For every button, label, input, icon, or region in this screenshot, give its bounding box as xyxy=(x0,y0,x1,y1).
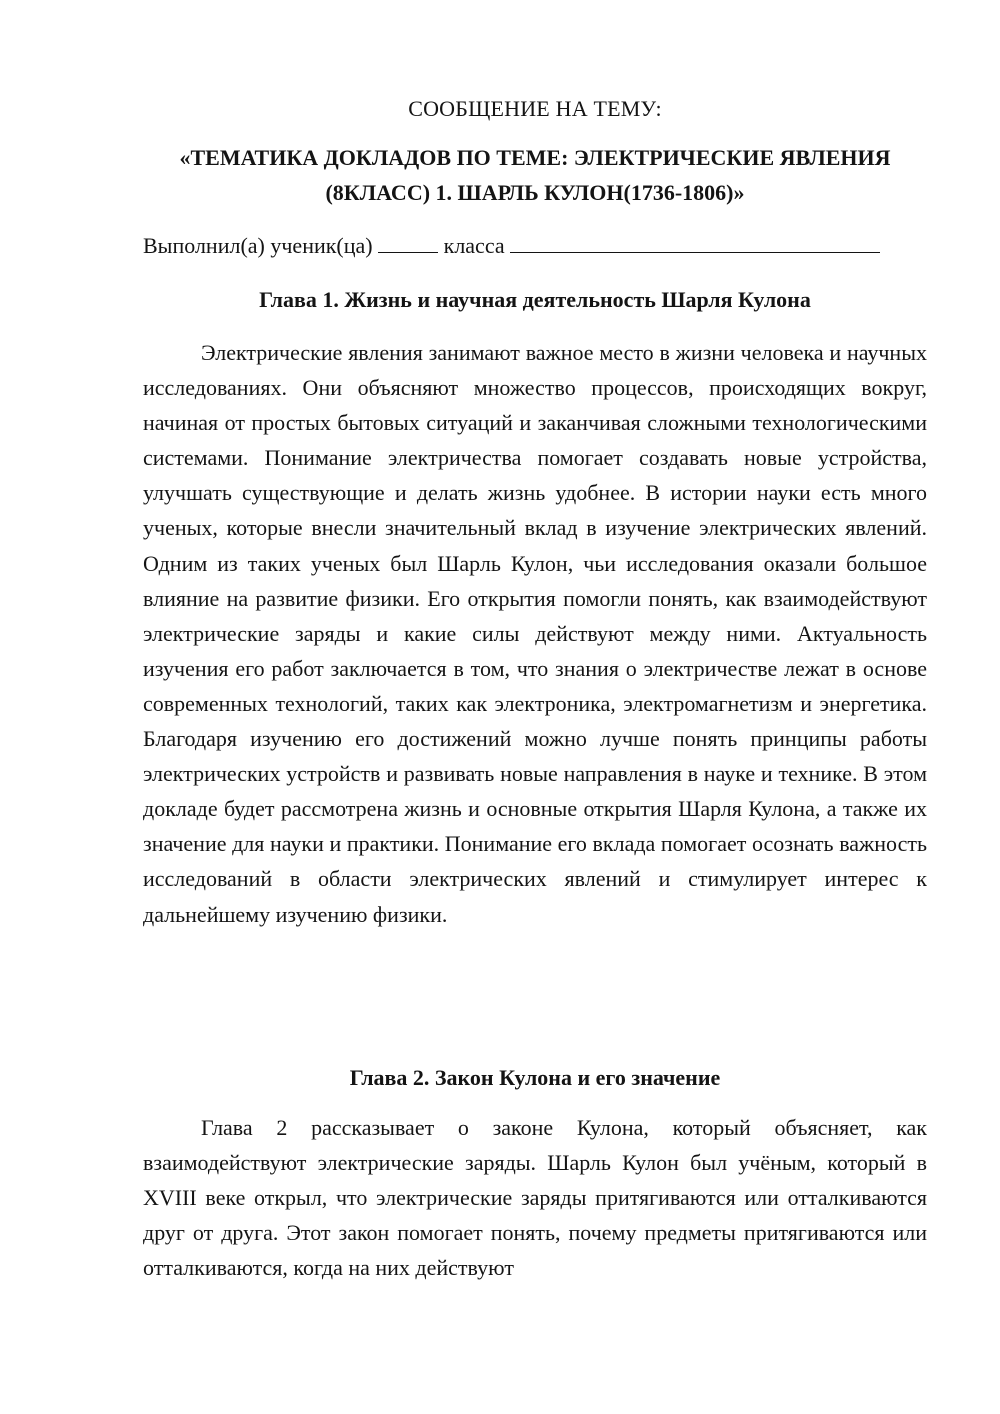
document-label: СООБЩЕНИЕ НА ТЕМУ: xyxy=(408,96,662,121)
grade-blank xyxy=(378,232,438,253)
chapter-1-heading: Глава 1. Жизнь и научная деятельность Шарля Кулона xyxy=(259,287,811,312)
document-title: «ТЕМАТИКА ДОКЛАДОВ ПО ТЕМЕ: ЭЛЕКТРИЧЕСКИЕ ЯВЛЕНИЯ (8КЛАСС) 1. ШАРЛЬ КУЛОН(1736-1806)» xyxy=(179,145,891,205)
author-prefix: Выполнил(а) ученик(ца) xyxy=(143,233,373,258)
chapter-2-paragraph: Глава 2 рассказывает о законе Кулона, который объясняет, как взаимодействуют электрические заряды. Шарль Кулон был учёным, который в XVIII веке открыл, что электрические заряды притягиваются или отталкиваются друг от друга. Этот закон помогает понять, почему предметы притягиваются или отталкиваются, когда на них действуют xyxy=(143,1115,927,1281)
author-middle: класса xyxy=(443,233,505,258)
chapter-1-paragraph: Электрические явления занимают важное место в жизни человека и научных исследованиях. Они объясняют множество процессов, происходящих вокруг, начиная от простых бытовых ситуаций и заканчивая сложными технологическими системами. Понимание электричества помогает создавать новые устройства, улучшать существующие и делать жизнь удобнее. В истории науки есть много ученых, которые внесли значительный вклад в изучение электрических явлений. Одним из таких ученых был Шарль Кулон, чьи исследования оказали большое влияние на развитие физики. Его открытия помогли понять, как взаимодействуют электрические заряды и какие силы действуют между ними. Актуальность изучения его работ заключается в том, что знания о электричестве лежат в основе современных технологий, таких как электроника, электромагнетизм и энергетика. Благодаря изучению его достижений можно лучше понять принципы работы электрических устройств и развивать новые направления в науке и технике. В этом докладе будет рассмотрена жизнь и основные открытия Шарля Кулона, а также их значение для науки и практики. Понимание его вклада помогает осознать важность исследований в области электрических явлений и стимулирует интерес к дальнейшему изучению физики. xyxy=(143,340,927,927)
chapter-2-heading: Глава 2. Закон Кулона и его значение xyxy=(349,1065,721,1090)
name-blank xyxy=(510,232,880,253)
author-line xyxy=(143,232,927,259)
